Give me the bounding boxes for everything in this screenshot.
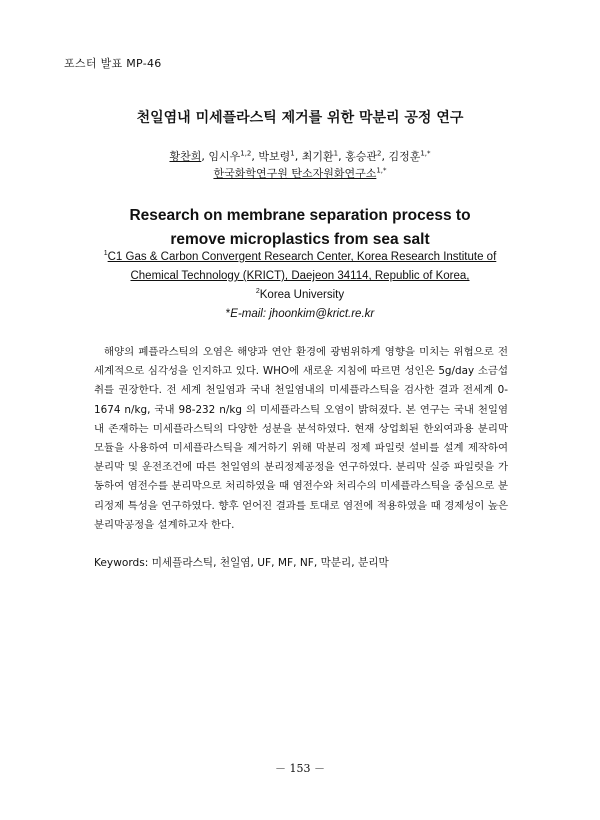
korean-affiliation bbox=[0, 165, 600, 182]
corresponding-email bbox=[0, 305, 600, 324]
english-affiliation-1-cont bbox=[0, 267, 600, 286]
korean-title: 천일염내 미세플라스틱 제거를 위한 막분리 공정 연구 bbox=[136, 110, 464, 126]
email-marker: * bbox=[225, 308, 231, 320]
session-tag: 포스터 발표 MP-46 bbox=[64, 57, 162, 70]
korean-affiliation-name: 한국화학연구원 탄소자원화연구소 bbox=[213, 167, 377, 180]
author: 박보령 bbox=[258, 150, 291, 163]
author: 홍승관 bbox=[345, 150, 377, 163]
keywords-line: Keywords: 미세플라스틱, 천일염, UF, MF, NF, 막분리, 분리막 bbox=[94, 557, 389, 569]
korean-author-block bbox=[0, 148, 600, 182]
affiliation-sup: 2 bbox=[255, 288, 260, 296]
affiliation-line: Korea University bbox=[259, 289, 345, 301]
author: 최기환 bbox=[301, 150, 334, 163]
affiliation-line: C1 Gas & Carbon Convergent Research Center, Korea Research Institute of bbox=[107, 251, 497, 263]
author-presenter: 황찬희 bbox=[169, 150, 202, 163]
english-affiliation-block bbox=[0, 248, 600, 324]
email-text: E-mail: jhoonkim@krict.re.kr bbox=[230, 308, 375, 320]
author-sup: 1 bbox=[333, 149, 339, 158]
author-sup: 2 bbox=[376, 149, 382, 158]
korean-affiliation-sup: 1,* bbox=[376, 166, 387, 175]
korean-author-list: 황찬희, 임시우$^{1,2}$, 박보령$^1$, 최기환$^1$, 홍승관$^2$, 김정훈$^{1,*}$ bbox=[169, 149, 431, 163]
affiliation-sup: 1 bbox=[103, 250, 108, 258]
english-title-line: remove microplastics from sea salt bbox=[170, 231, 430, 248]
english-affiliation-1 bbox=[0, 248, 600, 267]
english-affiliation-2 bbox=[0, 286, 600, 305]
author-sup: 1 bbox=[290, 149, 295, 158]
english-title bbox=[0, 204, 600, 252]
author: 임시우 bbox=[208, 150, 241, 163]
page-number: － 153 － bbox=[275, 762, 325, 775]
english-title-line: Research on membrane separation process to bbox=[129, 207, 471, 224]
abstract-body: 해양의 폐플라스틱의 오염은 해양과 연안 환경에 광범위하게 영향을 미치는 위협으로 전 세계적으로 심각성을 인지하고 있다. WHO에 새로운 지침에 따르면 성인은 5g/day 소금섭취를 권장한다. 전 세계 천일염과 국내 천일염내의 미세플라스틱을 검사한 결과 전세계 0-1674 n/kg, 국내 98-232 n/kg 의 미세플라스틱 오염이 밝혀졌다. 본 연구는 국내 천일염내 존재하는 미세플라스틱의 다양한 성분을 분석하였다. 현재 상업회된 한외여과용 분리막모듈을 사용하여 미세플라스틱을 제거하기 위해 막분리 정제 파일럿 설비를 설계 제작하여 분리막 및 운전조건에 따른 천일염의 분리정제공정을 연구하였다. 분리막 실증 파일럿을 가동하여 염전수를 분리막으로 처리하였을 때 염전수와 처리수의 미세플라스틱을 중심으로 분리정제 특성을 연구하였다. 향후 얻어진 결과를 토대로 염전에 적용하였을 때 경제성이 높은 분리막공정을 설계하고자 한다. bbox=[94, 346, 508, 531]
author: 김정훈 bbox=[388, 150, 421, 163]
author-sup: 1,* bbox=[420, 149, 431, 158]
author-sup: 1,2 bbox=[240, 149, 252, 158]
affiliation-line: Chemical Technology (KRICT), Daejeon 34114, Republic of Korea, bbox=[130, 270, 470, 282]
